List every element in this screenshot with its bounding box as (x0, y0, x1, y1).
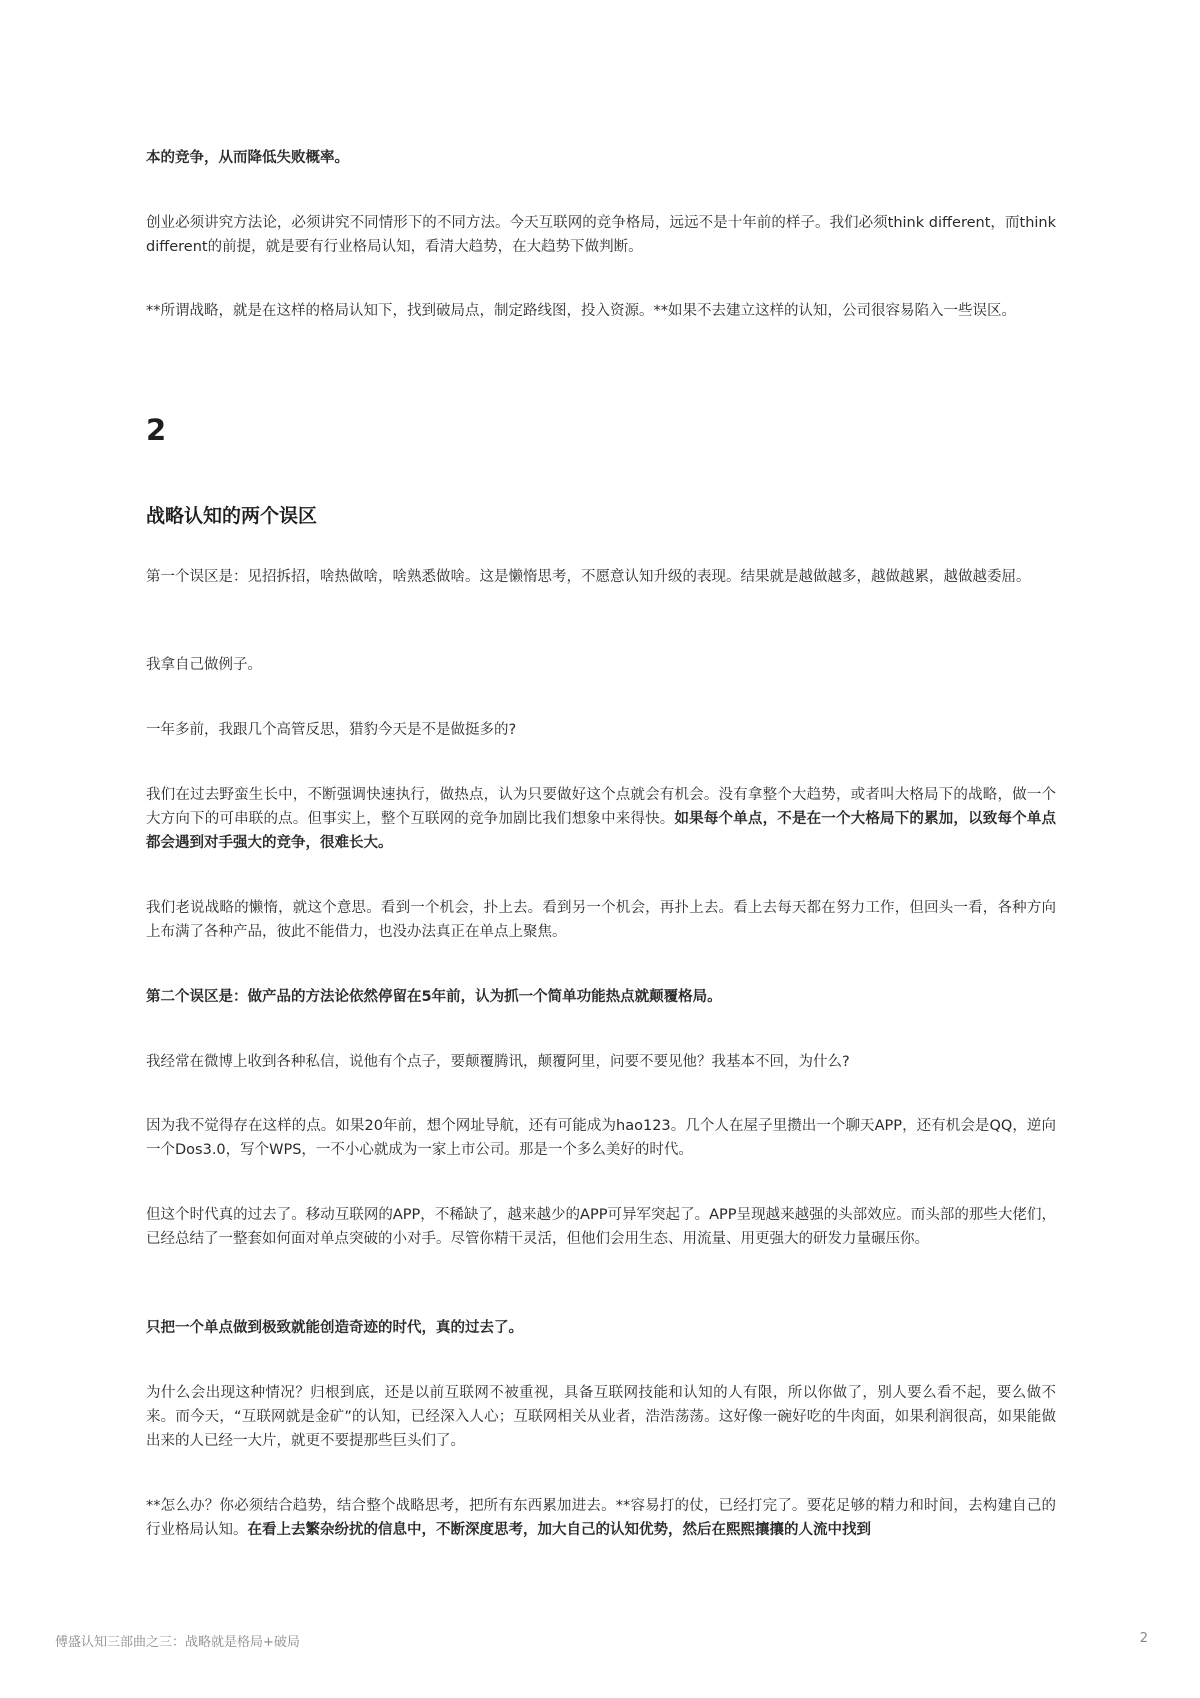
paragraph: 我经常在微博上收到各种私信，说他有个点子，要颠覆腾讯，颠覆阿里，问要不要见他？我基本不回，为什么? (146, 1054, 850, 1070)
paragraph: 一年多前，我跟几个高管反思，猎豹今天是不是做挺多的? (146, 722, 517, 738)
paragraph-text: **怎么办？你必须结合趋势，结合整个战略思考，把所有东西累加进去。**容易打的仗，已经打完了。要花足够的精力和时间，去构建自己的行业格局认知。 (146, 1498, 1056, 1538)
footer-document-title: 傅盛认知三部曲之三：战略就是格局+破局 (55, 1635, 300, 1650)
paragraph: 为什么会出现这种情况？归根到底，还是以前互联网不被重视，具备互联网技能和认知的人有限，所以你做了，别人要么看不起，要么做不来。而今天，“互联网就是金矿”的认知，已经深入人心；互联网相关从业者，浩浩荡荡。这好像一碗好吃的牛肉面，如果利润很高，如果能做出来的人已经一大片，就更不要提那些巨头们了。 (146, 1385, 1056, 1449)
paragraph: 我拿自己做例子。 (146, 657, 262, 673)
paragraph: 我们老说战略的懒惰，就这个意思。看到一个机会，扑上去。看到另一个机会，再扑上去。看上去每天都在努力工作，但回头一看，各种方向上布满了各种产品，彼此不能借力，也没办法真正在单点上聚焦。 (146, 900, 1056, 940)
paragraph-bold-text: 如果每个单点，不是在一个大格局下的累加，以致每个单点都会遇到对手强大的竞争，很难长大。 (146, 811, 1057, 851)
paragraph-text: 我们在过去野蛮生长中，不断强调快速执行，做热点，认为只要做好这个点就会有机会。没有拿整个大趋势，或者叫大格局下的战略，做一个大方向下的可串联的点。但事实上，整个互联网的竞争加剧比我们想象中来得快。 (146, 787, 1056, 827)
paragraph (146, 1494, 1056, 1542)
paragraph: 第二个误区是：做产品的方法论依然停留在5年前，认为抓一个简单功能热点就颠覆格局。 (146, 989, 722, 1005)
paragraph: 第一个误区是：见招拆招，啥热做啥，啥熟悉做啥。这是懒惰思考，不愿意认知升级的表现。结果就是越做越多，越做越累，越做越委屈。 (146, 569, 1031, 585)
paragraph: 因为我不觉得存在这样的点。如果20年前，想个网址导航，还有可能成为hao123。几个人在屋子里攒出一个聊天APP，还有机会是QQ，逆向一个Dos3.0，写个WPS，一不小心就成为一家上市公司。那是一个多么美好的时代。 (146, 1118, 1056, 1158)
paragraph: 只把一个单点做到极致就能创造奇迹的时代，真的过去了。 (146, 1320, 523, 1336)
paragraph: 创业必须讲究方法论，必须讲究不同情形下的不同方法。今天互联网的竞争格局，远远不是十年前的样子。我们必须think different，而think different的前提，就是要有行业格局认知，看清大趋势，在大趋势下做判断。 (146, 215, 1056, 255)
paragraph: **所谓战略，就是在这样的格局认知下，找到破局点，制定路线图，投入资源。**如果不去建立这样的认知，公司很容易陷入一些误区。 (146, 303, 1016, 319)
paragraph: 但这个时代真的过去了。移动互联网的APP，不稀缺了，越来越少的APP可异军突起了。APP呈现越来越强的头部效应。而头部的那些大佬们，已经总结了一整套如何面对单点突破的小对手。尽管你精干灵活，但他们会用生态、用流量、用更强大的研发力量碾压你。 (146, 1207, 1056, 1247)
section-title: 战略认知的两个误区 (146, 505, 318, 527)
paragraph: 本的竞争，从而降低失败概率。 (146, 150, 349, 166)
section-number: 2 (146, 413, 167, 447)
footer-page-number: 2 (1139, 1631, 1148, 1646)
paragraph (146, 783, 1056, 855)
paragraph-bold-text: 在看上去繁杂纷扰的信息中，不断深度思考，加大自己的认知优势，然后在熙熙攘攘的人流中找到 (247, 1522, 871, 1538)
